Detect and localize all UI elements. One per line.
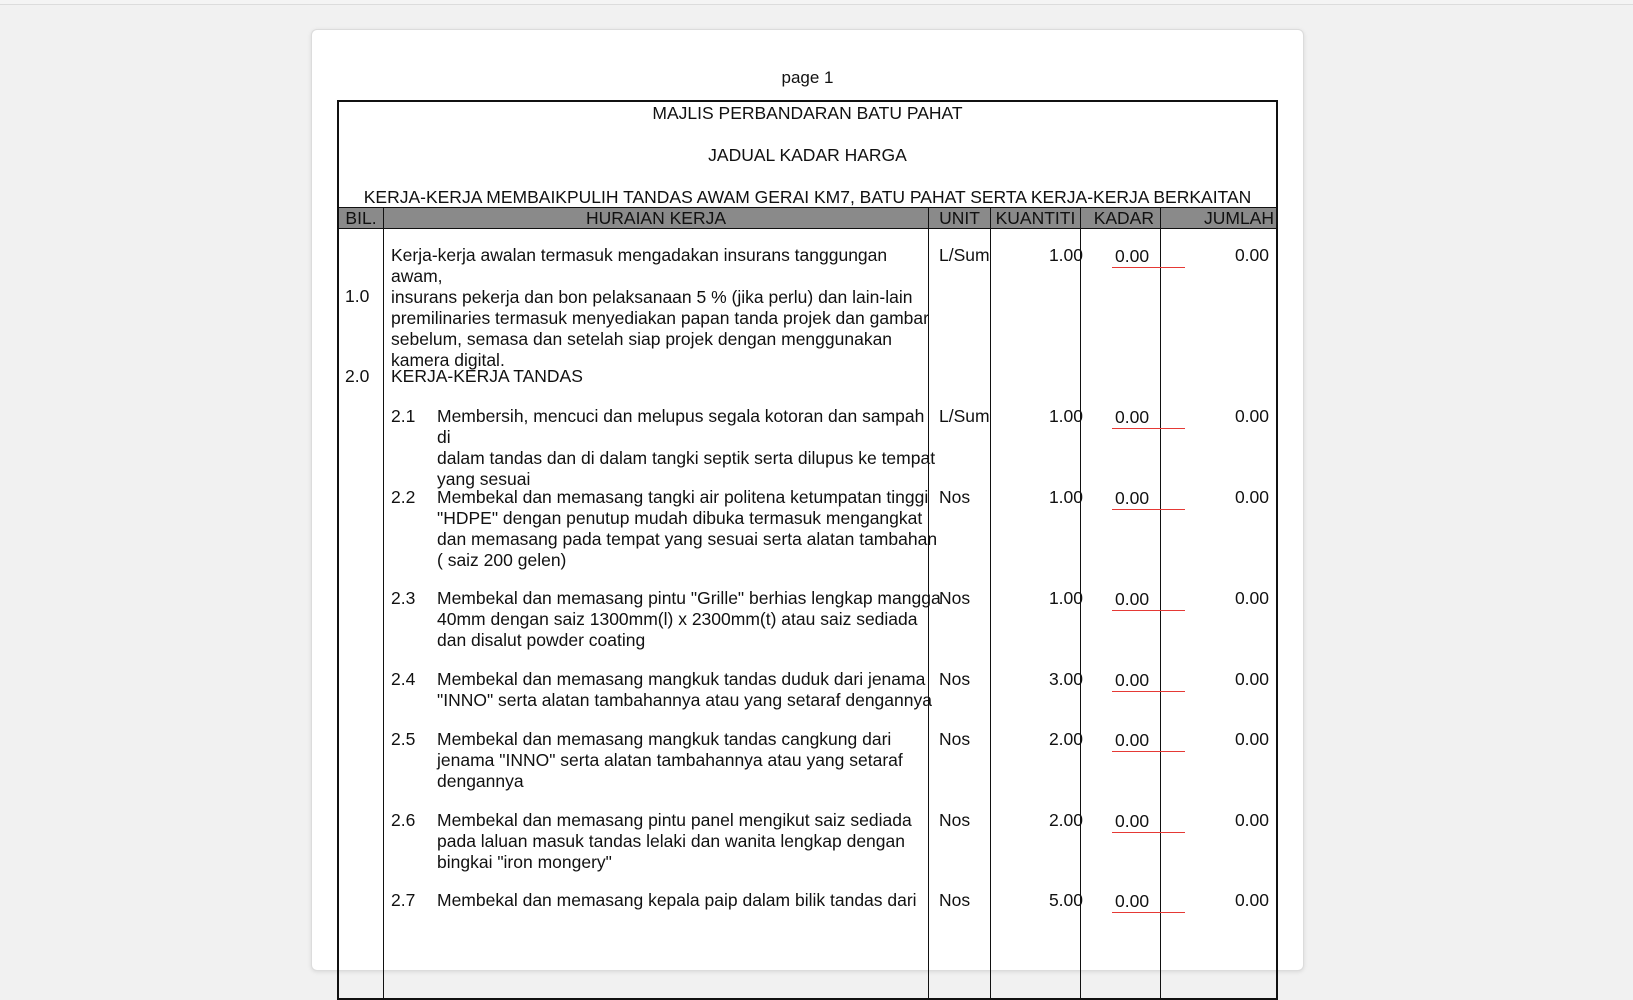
page-label: page 1 [781,68,834,87]
council-name: MAJLIS PERBANDARAN BATU PAHAT [652,103,963,123]
item-number: 2.4 [391,669,416,689]
document-page [311,29,1304,971]
col-kadar: KADAR [1093,208,1154,228]
item-amount: 0.00 [1234,890,1269,910]
description-line: "INNO" serta alatan tambahannya atau yang setaraf dengannya [437,690,932,710]
item-description [437,487,942,571]
rate-input[interactable] [1112,729,1185,752]
description-line: "HDPE" dengan penutup mudah dibuka termasuk mengangkat [437,508,923,528]
item-unit: Nos [939,669,971,689]
item-unit: Nos [939,487,971,507]
description-line: kamera digital. [391,350,505,370]
item-description [437,406,942,490]
browser-top-divider [0,0,1633,5]
item-description [391,245,941,371]
rate-input[interactable] [1112,406,1185,429]
item-number: 2.5 [391,729,416,749]
item-unit: Nos [939,588,971,608]
description-line: dalam tandas dan di dalam tangki septik serta dilupus ke tempat [437,448,936,468]
table-header [339,207,1276,229]
item-amount: 0.00 [1234,669,1269,689]
rate-input[interactable] [1112,669,1185,692]
rate-input[interactable] [1112,810,1185,833]
price-schedule-table [337,100,1278,1000]
description-line: pada laluan masuk tandas lelaki dan wanita lengkap dengan [437,831,905,851]
description-line: Membekal dan memasang mangkuk tandas cangkung dari [437,729,892,749]
rate-input[interactable] [1112,487,1185,510]
item-number: 2.2 [391,487,416,507]
description-line: yang sesuai [437,469,531,489]
item-quantity: 2.00 [1048,810,1083,830]
item-amount: 0.00 [1234,729,1269,749]
item-quantity: 5.00 [1048,890,1083,910]
description-line: dengannya [437,771,524,791]
description-line: Membekal dan memasang mangkuk tandas duduk dari jenama [437,669,926,689]
item-amount: 0.00 [1234,810,1269,830]
item-description [437,669,942,711]
item-quantity: 1.00 [1048,487,1083,507]
col-bil: BIL. [345,208,377,228]
description-line: Membekal dan memasang kepala paip dalam bilik tandas dari [437,890,917,910]
description-line: Kerja-kerja awalan termasuk mengadakan insurans tanggungan awam, [391,245,888,286]
col-kuantiti: KUANTITI [995,208,1076,228]
item-quantity: 2.00 [1048,729,1083,749]
col-jumlah: JUMLAH [1203,208,1274,228]
item-number: 1.0 [345,286,370,306]
col-unit: UNIT [939,208,980,228]
item-number: 2.7 [391,890,416,910]
description-line: sebelum, semasa dan setelah siap projek dengan menggunakan [391,329,893,349]
item-number: 2.0 [345,366,370,386]
item-number: 2.3 [391,588,416,608]
item-description [437,890,942,911]
section-heading: KERJA-KERJA TANDAS [391,366,583,386]
rate-input[interactable] [1112,245,1185,268]
item-description [437,810,942,873]
item-quantity: 1.00 [1048,406,1083,426]
schedule-title: JADUAL KADAR HARGA [708,145,907,165]
column-divider [383,207,384,998]
item-amount: 0.00 [1234,406,1269,426]
item-description [437,588,942,651]
item-unit: L/Sum [939,245,990,265]
item-amount: 0.00 [1234,487,1269,507]
item-amount: 0.00 [1234,588,1269,608]
description-line: jenama "INNO" serta alatan tambahannya atau yang setaraf [437,750,903,770]
description-line: insurans pekerja dan bon pelaksanaan 5 % (jika perlu) dan lain-lain [391,287,913,307]
description-line: bingkai "iron mongery" [437,852,612,872]
item-quantity: 1.00 [1048,245,1083,265]
description-line: dan disalut powder coating [437,630,646,650]
item-unit: Nos [939,729,971,749]
description-line: Membekal dan memasang tangki air politena ketumpatan tinggi [437,487,929,507]
description-line: ( saiz 200 gelen) [437,550,567,570]
item-unit: Nos [939,890,971,910]
item-number: 2.6 [391,810,416,830]
description-line: Membekal dan memasang pintu panel mengikut saiz sediada [437,810,912,830]
project-title: KERJA-KERJA MEMBAIKPULIH TANDAS AWAM GERAI KM7, BATU PAHAT SERTA KERJA-KERJA BERKAITAN [363,187,1252,207]
item-number: 2.1 [391,406,416,426]
item-amount: 0.00 [1234,245,1269,265]
item-unit: L/Sum [939,406,990,426]
description-line: 40mm dengan saiz 1300mm(l) x 2300mm(t) atau saiz sediada [437,609,918,629]
item-quantity: 3.00 [1048,669,1083,689]
description-line: Membersih, mencuci dan melupus segala kotoran dan sampah di [437,406,925,447]
item-unit: Nos [939,810,971,830]
rate-input[interactable] [1112,588,1185,611]
description-line: premilinaries termasuk menyediakan papan tanda projek dan gambar [391,308,929,328]
item-quantity: 1.00 [1048,588,1083,608]
col-huraian: HURAIAN KERJA [585,208,727,228]
description-line: dan memasang pada tempat yang sesuai serta alatan tambahan [437,529,938,549]
rate-input[interactable] [1112,890,1185,913]
description-line: Membekal dan memasang pintu "Grille" berhias lengkap mangga [437,588,941,608]
item-description [437,729,942,792]
